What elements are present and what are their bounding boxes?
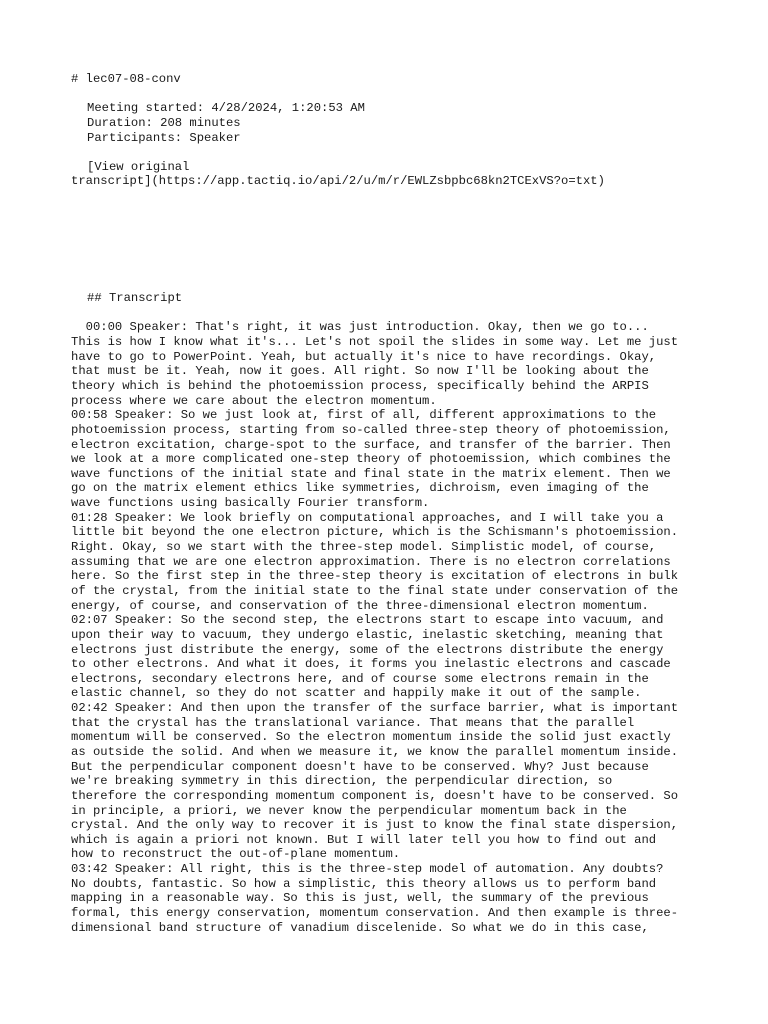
spacer bbox=[71, 306, 711, 321]
transcript-line: 03:42 Speaker: All right, this is the three-step model of automation. Any doubts? bbox=[71, 862, 664, 877]
view-original-link-line-1[interactable]: [View original bbox=[87, 159, 190, 174]
section-heading: ## Transcript bbox=[87, 291, 183, 306]
transcript-body bbox=[71, 320, 711, 935]
transcript-line: 00:00 Speaker: That's right, it was just introduction. Okay, then we go to... bbox=[71, 320, 649, 335]
transcript-line: 00:58 Speaker: So we just look at, first of all, different approximations to the bbox=[71, 408, 657, 423]
transcript-document bbox=[71, 72, 711, 935]
transcript-line: upon their way to vacuum, they undergo elastic, inelastic sketching, meaning that bbox=[71, 627, 664, 642]
view-original-link-line-2[interactable]: transcript](https://app.tactiq.io/api/2/u/m/r/EWLZsbpbc68kn2TCExVS?o=txt) bbox=[71, 174, 605, 189]
spacer bbox=[71, 87, 711, 102]
transcript-line: theory which is behind the photoemission process, specifically behind the ARPIS bbox=[71, 378, 649, 393]
transcript-line: This is how I know what it's... Let's not spoil the slides in some way. Let me just bbox=[71, 335, 679, 350]
transcript-line: But the perpendicular component doesn't have to be conserved. Why? Just because bbox=[71, 759, 649, 774]
transcript-line: elastic channel, so they do not scatter and happily make it out of the sample. bbox=[71, 686, 642, 701]
transcript-line: go on the matrix element ethics like symmetries, dichroism, even imaging of the bbox=[71, 481, 649, 496]
transcript-line: crystal. And the only way to recover it is just to know the final state dispersion, bbox=[71, 818, 679, 833]
transcript-line: 01:28 Speaker: We look briefly on computational approaches, and I will take you a bbox=[71, 510, 664, 525]
transcript-line: we're breaking symmetry in this direction, the perpendicular direction, so bbox=[71, 774, 613, 789]
transcript-line: to other electrons. And what it does, it forms you inelastic electrons and cascade bbox=[71, 657, 671, 672]
meeting-duration: Duration: 208 minutes bbox=[87, 115, 241, 130]
transcript-line: No doubts, fantastic. So how a simplistic, this theory allows us to perform band bbox=[71, 876, 657, 891]
transcript-line: little bit beyond the one electron picture, which is the Schismann's photoemission. bbox=[71, 525, 679, 540]
transcript-line: electron excitation, charge-spot to the surface, and transfer of the barrier. Then bbox=[71, 437, 671, 452]
transcript-line: which is again a priori not known. But I will later tell you how to find out and bbox=[71, 832, 657, 847]
transcript-line: process where we care about the electron momentum. bbox=[71, 393, 437, 408]
transcript-line: have to go to PowerPoint. Yeah, but actually it's nice to have recordings. Okay, bbox=[71, 349, 657, 364]
meeting-participants: Participants: Speaker bbox=[87, 130, 241, 145]
transcript-line: 02:42 Speaker: And then upon the transfer of the surface barrier, what is important bbox=[71, 701, 679, 716]
transcript-line: wave functions using basically Fourier transform. bbox=[71, 496, 430, 511]
transcript-line: energy, of course, and conservation of the three-dimensional electron momentum. bbox=[71, 598, 649, 613]
spacer bbox=[71, 189, 711, 291]
transcript-line: formal, this energy conservation, momentum conservation. And then example is three- bbox=[71, 906, 679, 921]
transcript-line: therefore the corresponding momentum component is, doesn't have to be conserved. So bbox=[71, 788, 679, 803]
spacer bbox=[71, 145, 711, 160]
transcript-line: we look at a more complicated one-step theory of photoemission, which combines the bbox=[71, 452, 671, 467]
transcript-line: of the crystal, from the initial state to the final state under conservation of the bbox=[71, 583, 679, 598]
transcript-line: mapping in a reasonable way. So this is just, well, the summary of the previous bbox=[71, 891, 649, 906]
transcript-line: in principle, a priori, we never know the perpendicular momentum back in the bbox=[71, 803, 627, 818]
transcript-line: dimensional band structure of vanadium discelenide. So what we do in this case, bbox=[71, 920, 649, 935]
transcript-line: electrons, secondary electrons here, and of course some electrons remain in the bbox=[71, 671, 649, 686]
transcript-line: momentum will be conserved. So the electron momentum inside the solid just exactly bbox=[71, 730, 671, 745]
transcript-line: photoemission process, starting from so-called three-step theory of photoemission, bbox=[71, 422, 671, 437]
transcript-line: electrons just distribute the energy, some of the electrons distribute the energy bbox=[71, 642, 664, 657]
transcript-line: as outside the solid. And when we measure it, we know the parallel momentum inside. bbox=[71, 744, 679, 759]
document-title: # lec07-08-conv bbox=[71, 72, 181, 86]
transcript-line: assuming that we are one electron approximation. There is no electron correlations bbox=[71, 554, 671, 569]
transcript-line: Right. Okay, so we start with the three-step model. Simplistic model, of course, bbox=[71, 540, 657, 555]
transcript-line: that must be it. Yeah, now it goes. All right. So now I'll be looking about the bbox=[71, 364, 649, 379]
transcript-line: that the crystal has the translational variance. That means that the parallel bbox=[71, 715, 635, 730]
transcript-line: 02:07 Speaker: So the second step, the electrons start to escape into vacuum, and bbox=[71, 613, 664, 628]
transcript-line: wave functions of the initial state and final state in the matrix element. Then we bbox=[71, 466, 671, 481]
transcript-line: how to reconstruct the out-of-plane momentum. bbox=[71, 847, 401, 862]
transcript-line: here. So the first step in the three-step theory is excitation of electrons in bulk bbox=[71, 569, 679, 584]
meeting-started: Meeting started: 4/28/2024, 1:20:53 AM bbox=[87, 101, 365, 116]
